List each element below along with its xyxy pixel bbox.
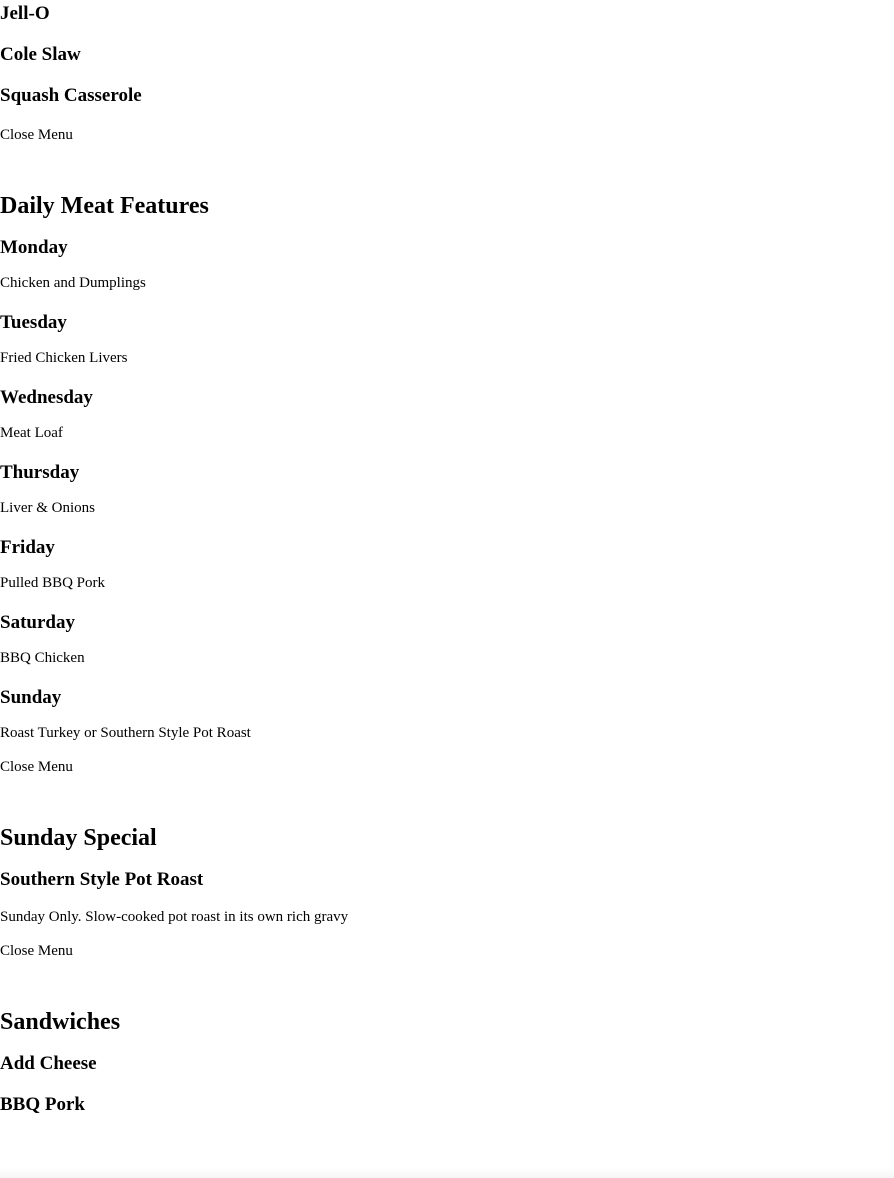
menu-item-title: Cole Slaw	[0, 44, 81, 65]
day-dish: Liver & Onions	[0, 500, 95, 516]
section-title: Sunday Special	[0, 825, 157, 851]
sandwiches-section	[0, 1008, 894, 1116]
menu-item-title: Southern Style Pot Roast	[0, 869, 204, 890]
menu-item-description: Sunday Only. Slow-cooked pot roast in its own rich gravy	[0, 909, 349, 925]
scroll-cutoff-fade	[0, 1168, 894, 1178]
day-title: Wednesday	[0, 387, 93, 408]
day-dish: Chicken and Dumplings	[0, 275, 146, 291]
menu-item-title: Squash Casserole	[0, 85, 142, 106]
day-title: Friday	[0, 537, 55, 558]
close-menu-link[interactable]: Close Menu	[0, 759, 73, 775]
day-dish: BBQ Chicken	[0, 650, 85, 666]
menu-item-title: BBQ Pork	[0, 1094, 85, 1115]
day-title: Tuesday	[0, 312, 67, 333]
close-menu-link[interactable]: Close Menu	[0, 127, 73, 143]
menu-item-title: Jell-O	[0, 3, 50, 24]
day-dish: Meat Loaf	[0, 425, 63, 441]
day-dish: Pulled BBQ Pork	[0, 575, 106, 591]
day-title: Saturday	[0, 612, 75, 633]
day-title: Sunday	[0, 687, 62, 708]
section-title: Daily Meat Features	[0, 193, 209, 219]
day-title: Thursday	[0, 462, 80, 483]
sides-list	[0, 3, 894, 144]
day-dish: Fried Chicken Livers	[0, 350, 128, 366]
menu-item-title: Add Cheese	[0, 1053, 97, 1074]
sunday-special-section	[0, 824, 894, 960]
day-dish: Roast Turkey or Southern Style Pot Roast	[0, 725, 251, 741]
day-title: Monday	[0, 237, 68, 258]
daily-meat-features-section	[0, 192, 894, 776]
section-title: Sandwiches	[0, 1009, 121, 1035]
close-menu-link[interactable]: Close Menu	[0, 943, 73, 959]
